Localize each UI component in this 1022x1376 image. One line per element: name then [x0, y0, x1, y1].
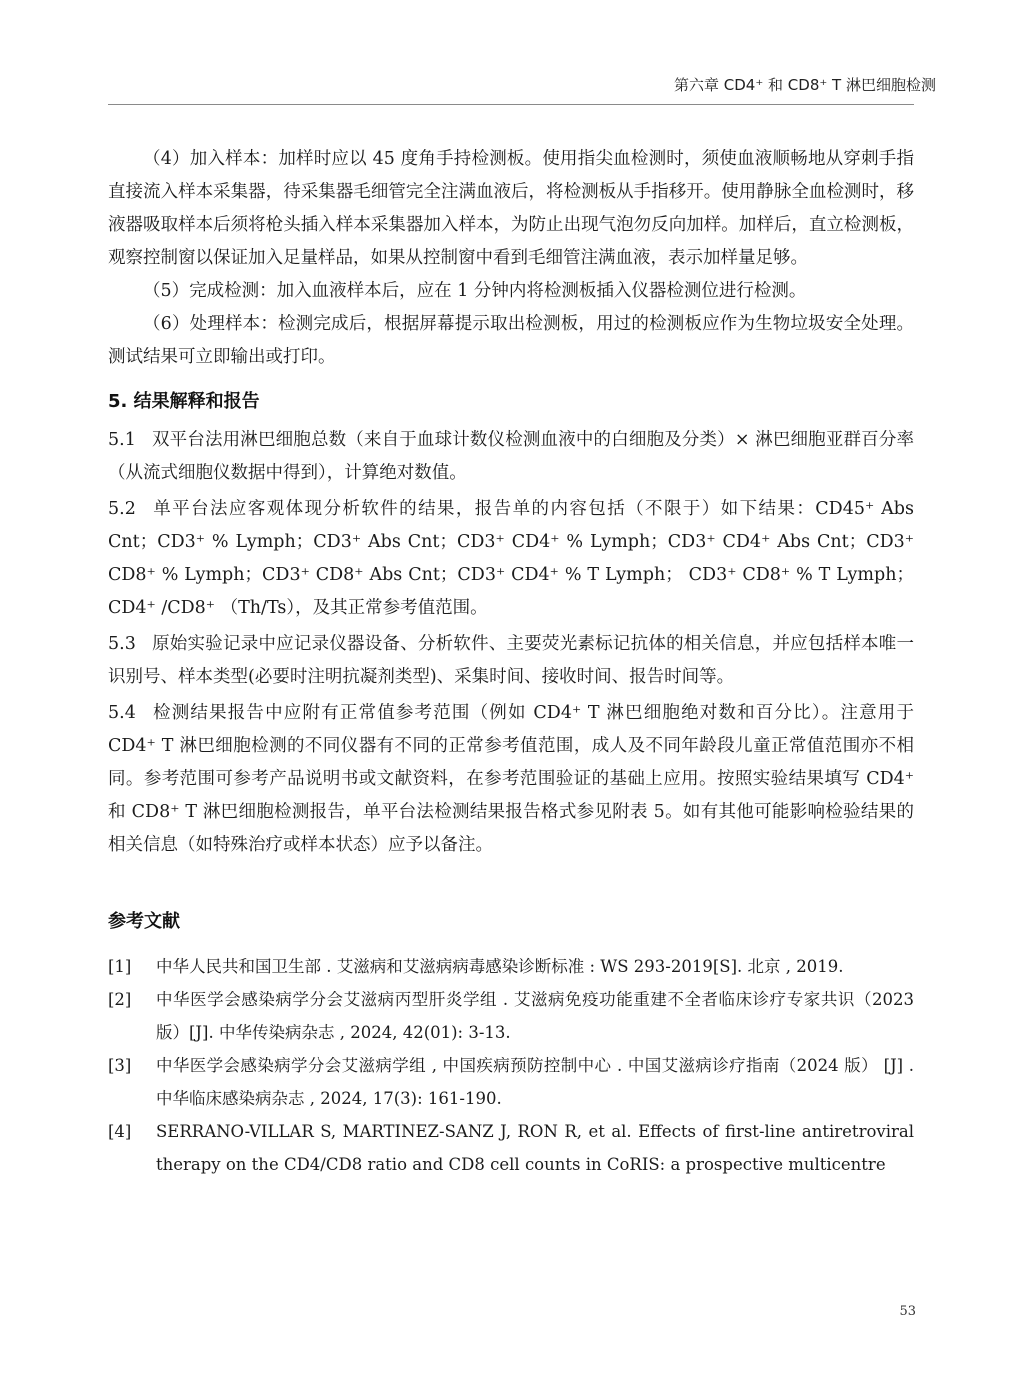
page-number: 53: [899, 1304, 916, 1319]
step-6-paragraph: [108, 308, 914, 374]
step-5-paragraph: [108, 275, 914, 308]
item-5-2-text: 单平台法应客观体现分析软件的结果，报告单的内容包括（不限于）如下结果：CD45⁺ Abs Cnt；CD3⁺ % Lymph；CD3⁺ Abs Cnt；CD3⁺ CD4⁺ % Lymph；CD3⁺ CD4⁺ Abs Cnt；CD3⁺ CD8⁺ % Lymph；CD3⁺ CD8⁺ Abs Cnt；CD3⁺ CD4⁺ % T Lymph； CD3⁺ CD8⁺ % T Lymph；CD4⁺ /CD8⁺ （Th/Ts），及其正常参考值范围。: [108, 499, 914, 618]
step-4-paragraph: [108, 143, 914, 275]
step-6-text: 检测完成后，根据屏幕提示取出检测板，用过的检测板应作为生物垃圾安全处理。测试结果可立即输出或打印。: [108, 314, 915, 367]
step-5-text: 加入血液样本后，应在 1 分钟内将检测板插入仪器检测位进行检测。: [276, 281, 807, 301]
reference-number: [2]: [108, 990, 132, 1009]
reference-text: 中华人民共和国卫生部 . 艾滋病和艾滋病病毒感染诊断标准 : WS 293-2019[S]. 北京 , 2019.: [156, 957, 844, 976]
reference-number: [1]: [108, 957, 132, 976]
reference-item: [108, 1115, 914, 1181]
reference-item: [108, 1049, 914, 1115]
item-5-3: [108, 628, 914, 694]
item-5-3-number: 5.3: [108, 634, 136, 654]
reference-text: 中华医学会感染病学分会艾滋病丙型肝炎学组 . 艾滋病免疫功能重建不全者临床诊疗专家共识（2023 版）[J]. 中华传染病杂志 , 2024, 42(01): 3-13.: [156, 990, 914, 1042]
reference-item: [108, 950, 914, 983]
item-5-1: [108, 424, 914, 490]
step-5-label: （5）完成检测：: [143, 281, 277, 301]
step-6-label: （6）处理样本：: [143, 314, 279, 334]
step-4-text: 加样时应以 45 度角手持检测板。使用指尖血检测时，须使血液顺畅地从穿刺手指直接流入样本采集器，待采集器毛细管完全注满血液后，将检测板从手指移开。使用静脉全血检测时，移液器吸取样本后须将枪头插入样本采集器加入样本，为防止出现气泡勿反向加样。加样后，直立检测板，观察控制窗以保证加入足量样品，如果从控制窗中看到毛细管注满血液，表示加样量足够。: [108, 149, 914, 268]
reference-item: [108, 983, 914, 1049]
reference-number: [4]: [108, 1122, 132, 1141]
item-5-3-text: 原始实验记录中应记录仪器设备、分析软件、主要荧光素标记抗体的相关信息，并应包括样本唯一识别号、样本类型(必要时注明抗凝剂类型)、采集时间、接收时间、报告时间等。: [108, 634, 914, 687]
item-5-1-number: 5.1: [108, 430, 136, 450]
item-5-2-number: 5.2: [108, 499, 136, 519]
step-4-label: （4）加入样本：: [143, 149, 279, 169]
item-5-2: [108, 493, 914, 625]
reference-text: SERRANO-VILLAR S, MARTINEZ-SANZ J, RON R, et al. Effects of first-line antiretroviral therapy on the CD4/CD8 ratio and CD8 cell counts in CoRIS: a prospective multicentre: [156, 1122, 914, 1174]
header-rule: [108, 104, 914, 105]
references-heading: 参考文献: [108, 911, 180, 932]
item-5-4-text: 检测结果报告中应附有正常值参考范围（例如 CD4⁺ T 淋巴细胞绝对数和百分比）。注意用于 CD4⁺ T 淋巴细胞检测的不同仪器有不同的正常参考值范围，成人及不同年龄段儿童正常值范围亦不相同。参考范围可参考产品说明书或文献资料，在参考范围验证的基础上应用。按照实验结果填写 CD4⁺ 和 CD8⁺ T 淋巴细胞检测报告，单平台法检测结果报告格式参见附表 5。如有其他可能影响检验结果的相关信息（如特殊治疗或样本状态）应予以备注。: [108, 703, 914, 855]
item-5-4: [108, 697, 914, 862]
reference-number: [3]: [108, 1056, 132, 1075]
running-header: 第六章 CD4⁺ 和 CD8⁺ T 淋巴细胞检测: [674, 76, 936, 94]
section-5-heading: 5. 结果解释和报告: [108, 391, 260, 412]
reference-text: 中华医学会感染病学分会艾滋病学组 , 中国疾病预防控制中心 . 中国艾滋病诊疗指南（2024 版） [J] . 中华临床感染病杂志 , 2024, 17(3): 161-190.: [156, 1056, 914, 1108]
item-5-1-text: 双平台法用淋巴细胞总数（来自于血球计数仪检测血液中的白细胞及分类）× 淋巴细胞亚群百分率（从流式细胞仪数据中得到），计算绝对数值。: [108, 430, 914, 483]
item-5-4-number: 5.4: [108, 703, 136, 723]
page-content: [108, 143, 914, 1181]
